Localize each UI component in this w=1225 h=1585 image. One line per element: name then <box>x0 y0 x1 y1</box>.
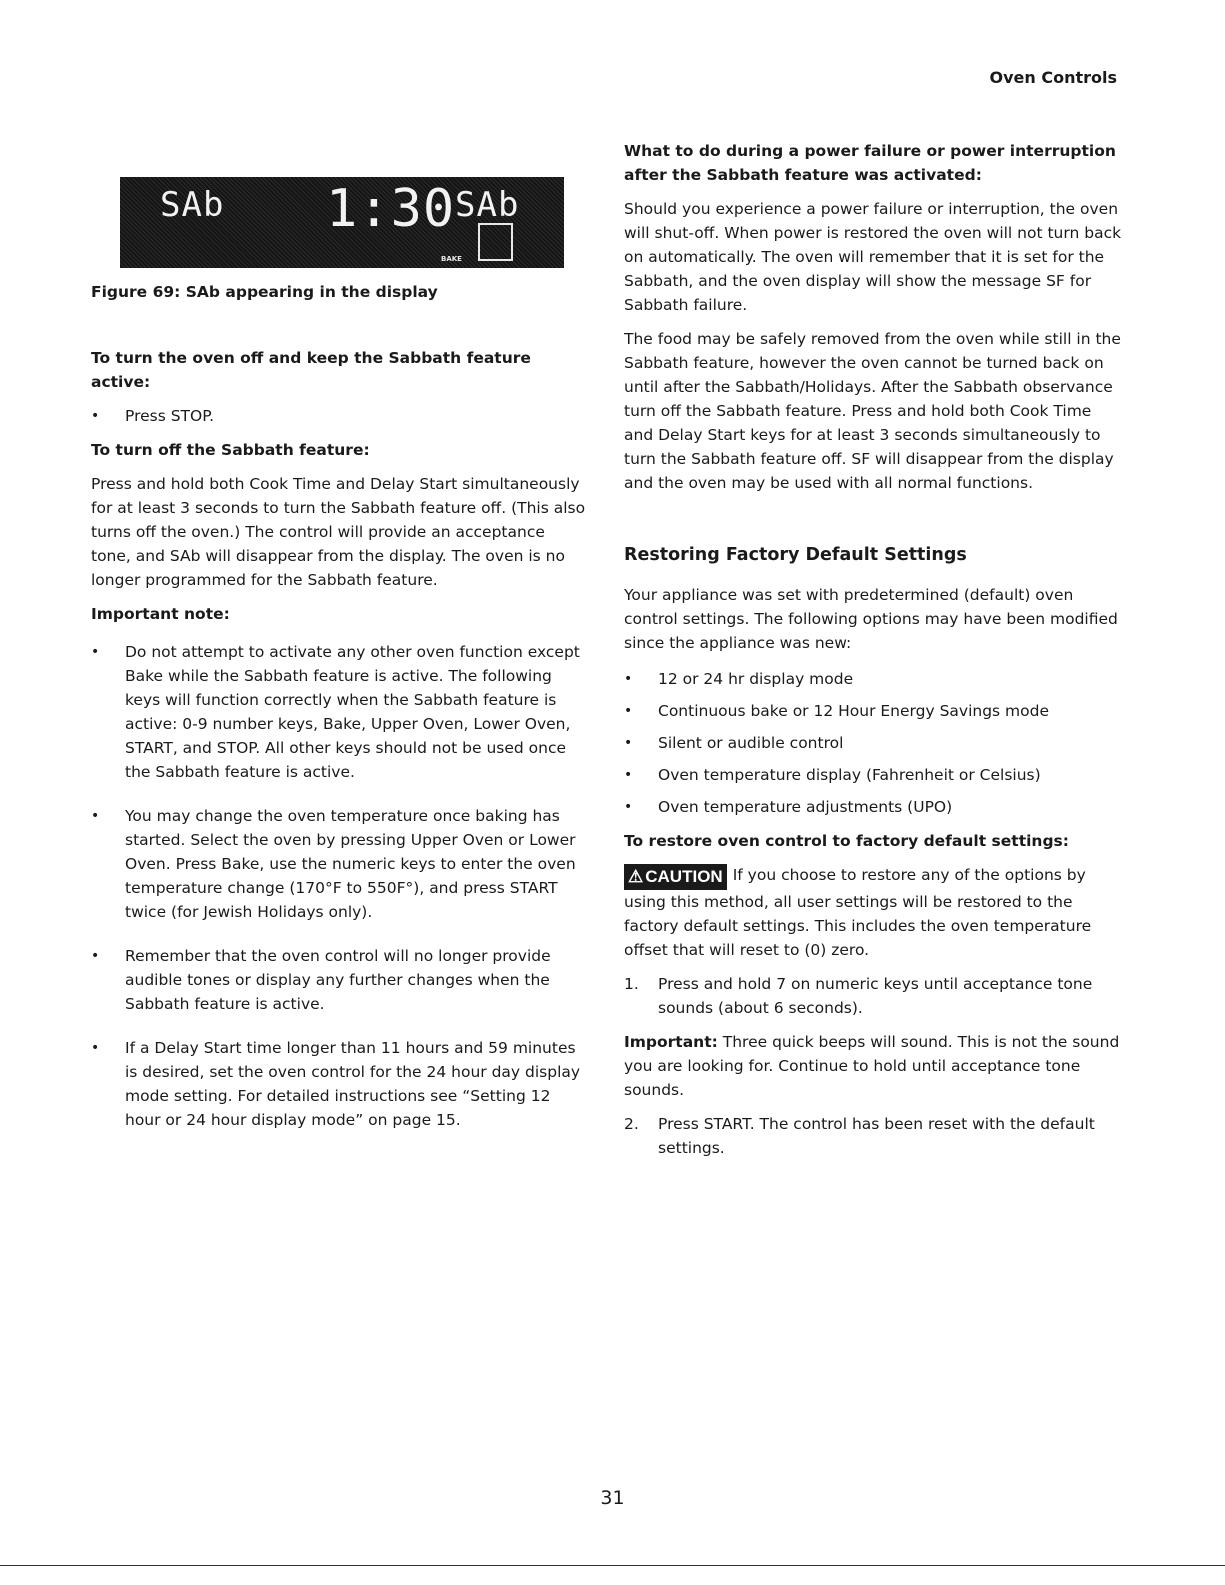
list-item: • If a Delay Start time longer than 11 hours and 59 minutes is desired, set the oven control for the 24 hour day display mode setting. For detailed instructions see “Setting 12 hour or 24 hour display mode” on page 15. <box>91 1036 586 1132</box>
section-header: Oven Controls <box>989 68 1117 87</box>
list-item: 1. Press and hold 7 on numeric keys until acceptance tone sounds (about 6 seconds). <box>624 975 1093 1017</box>
list-item: • 12 or 24 hr display mode <box>624 667 1122 691</box>
warning-icon: ⚠ <box>628 867 644 886</box>
heading-important-note: Important note: <box>91 605 230 623</box>
caution-label: ⚠ CAUTION <box>624 864 727 890</box>
list-item: • Remember that the oven control will no longer provide audible tones or display any further changes when the Sabbath feature is active. <box>91 944 586 1016</box>
figure-caption: Figure 69: SAb appearing in the display <box>91 283 438 301</box>
page-number: 31 <box>600 1487 625 1509</box>
bottom-rule <box>0 1565 1225 1566</box>
display-time-text: 1:30 <box>326 179 456 239</box>
list-item: • Do not attempt to activate any other oven function except Bake while the Sabbath feature is active. The following keys will function correctly when the Sabbath feature is active: 0-9 number keys, Bake, Upper Oven, Lower Oven, START, and STOP. All other keys should not be used once the Sabbath feature is active. <box>91 640 586 784</box>
display-right-text: SAb <box>455 185 520 225</box>
list-item: 2. Press START. The control has been reset with the default settings. <box>624 1115 1095 1157</box>
paragraph-restoring: Your appliance was set with predetermined (default) oven control settings. The following options may have been modified since the appliance was new: <box>624 586 1118 652</box>
paragraph-turn-off: Press and hold both Cook Time and Delay Start simultaneously for at least 3 seconds to turn the Sabbath feature off. (This also turns off the oven.) The control will provide an acceptance tone, and SAb will disappear from the display. The oven is no longer programmed for the Sabbath feature. <box>91 475 586 589</box>
oven-display-figure <box>120 177 564 268</box>
heading-restoring: Restoring Factory Default Settings <box>624 545 967 565</box>
bake-indicator-label: BAKE <box>441 255 462 263</box>
right-column <box>624 139 1122 1170</box>
paragraph-caution: ⚠ CAUTION If you choose to restore any of the options by using this method, all user settings will be restored to the factory default settings. This includes the oven temperature offset that will reset to (0) zero. <box>624 866 1092 959</box>
heading-keep-active: To turn the oven off and keep the Sabbath feature active: <box>91 349 531 391</box>
list-item: • Silent or audible control <box>624 731 1122 755</box>
heading-power-failure: What to do during a power failure or power interruption after the Sabbath feature was activated: <box>624 142 1116 184</box>
list-item: • Continuous bake or 12 Hour Energy Savings mode <box>624 699 1122 723</box>
list-item: • You may change the oven temperature once baking has started. Select the oven by pressing Upper Oven or Lower Oven. Press Bake, use the numeric keys to enter the oven temperature change (170°F to 550F°), and press START twice (for Jewish Holidays only). <box>91 804 586 924</box>
left-column <box>91 346 586 1142</box>
bake-indicator-box <box>478 223 513 261</box>
list-item: • Press STOP. <box>91 404 586 428</box>
heading-restore: To restore oven control to factory default settings: <box>624 832 1069 850</box>
paragraph-important: Important: Three quick beeps will sound. This is not the sound you are looking for. Continue to hold until acceptance tone sounds. <box>624 1033 1120 1099</box>
list-item: • Oven temperature display (Fahrenheit or Celsius) <box>624 763 1122 787</box>
heading-turn-off: To turn off the Sabbath feature: <box>91 441 370 459</box>
paragraph-power-failure: Should you experience a power failure or interruption, the oven will shut-off. When power is restored the oven will not turn back on automatically. The oven will remember that it is set for the Sabbath, and the oven display will show the message SF for Sabbath failure. <box>624 200 1122 314</box>
paragraph-food: The food may be safely removed from the oven while still in the Sabbath feature, however the oven cannot be turned back on until after the Sabbath/Holidays. After the Sabbath observance turn off the Sabbath feature. Press and hold both Cook Time and Delay Start keys for at least 3 seconds simultaneously to turn the Sabbath feature off. SF will disappear from the display and the oven may be used with all normal functions. <box>624 330 1121 492</box>
list-item: • Oven temperature adjustments (UPO) <box>624 795 1122 819</box>
display-left-text: SAb <box>160 185 225 225</box>
